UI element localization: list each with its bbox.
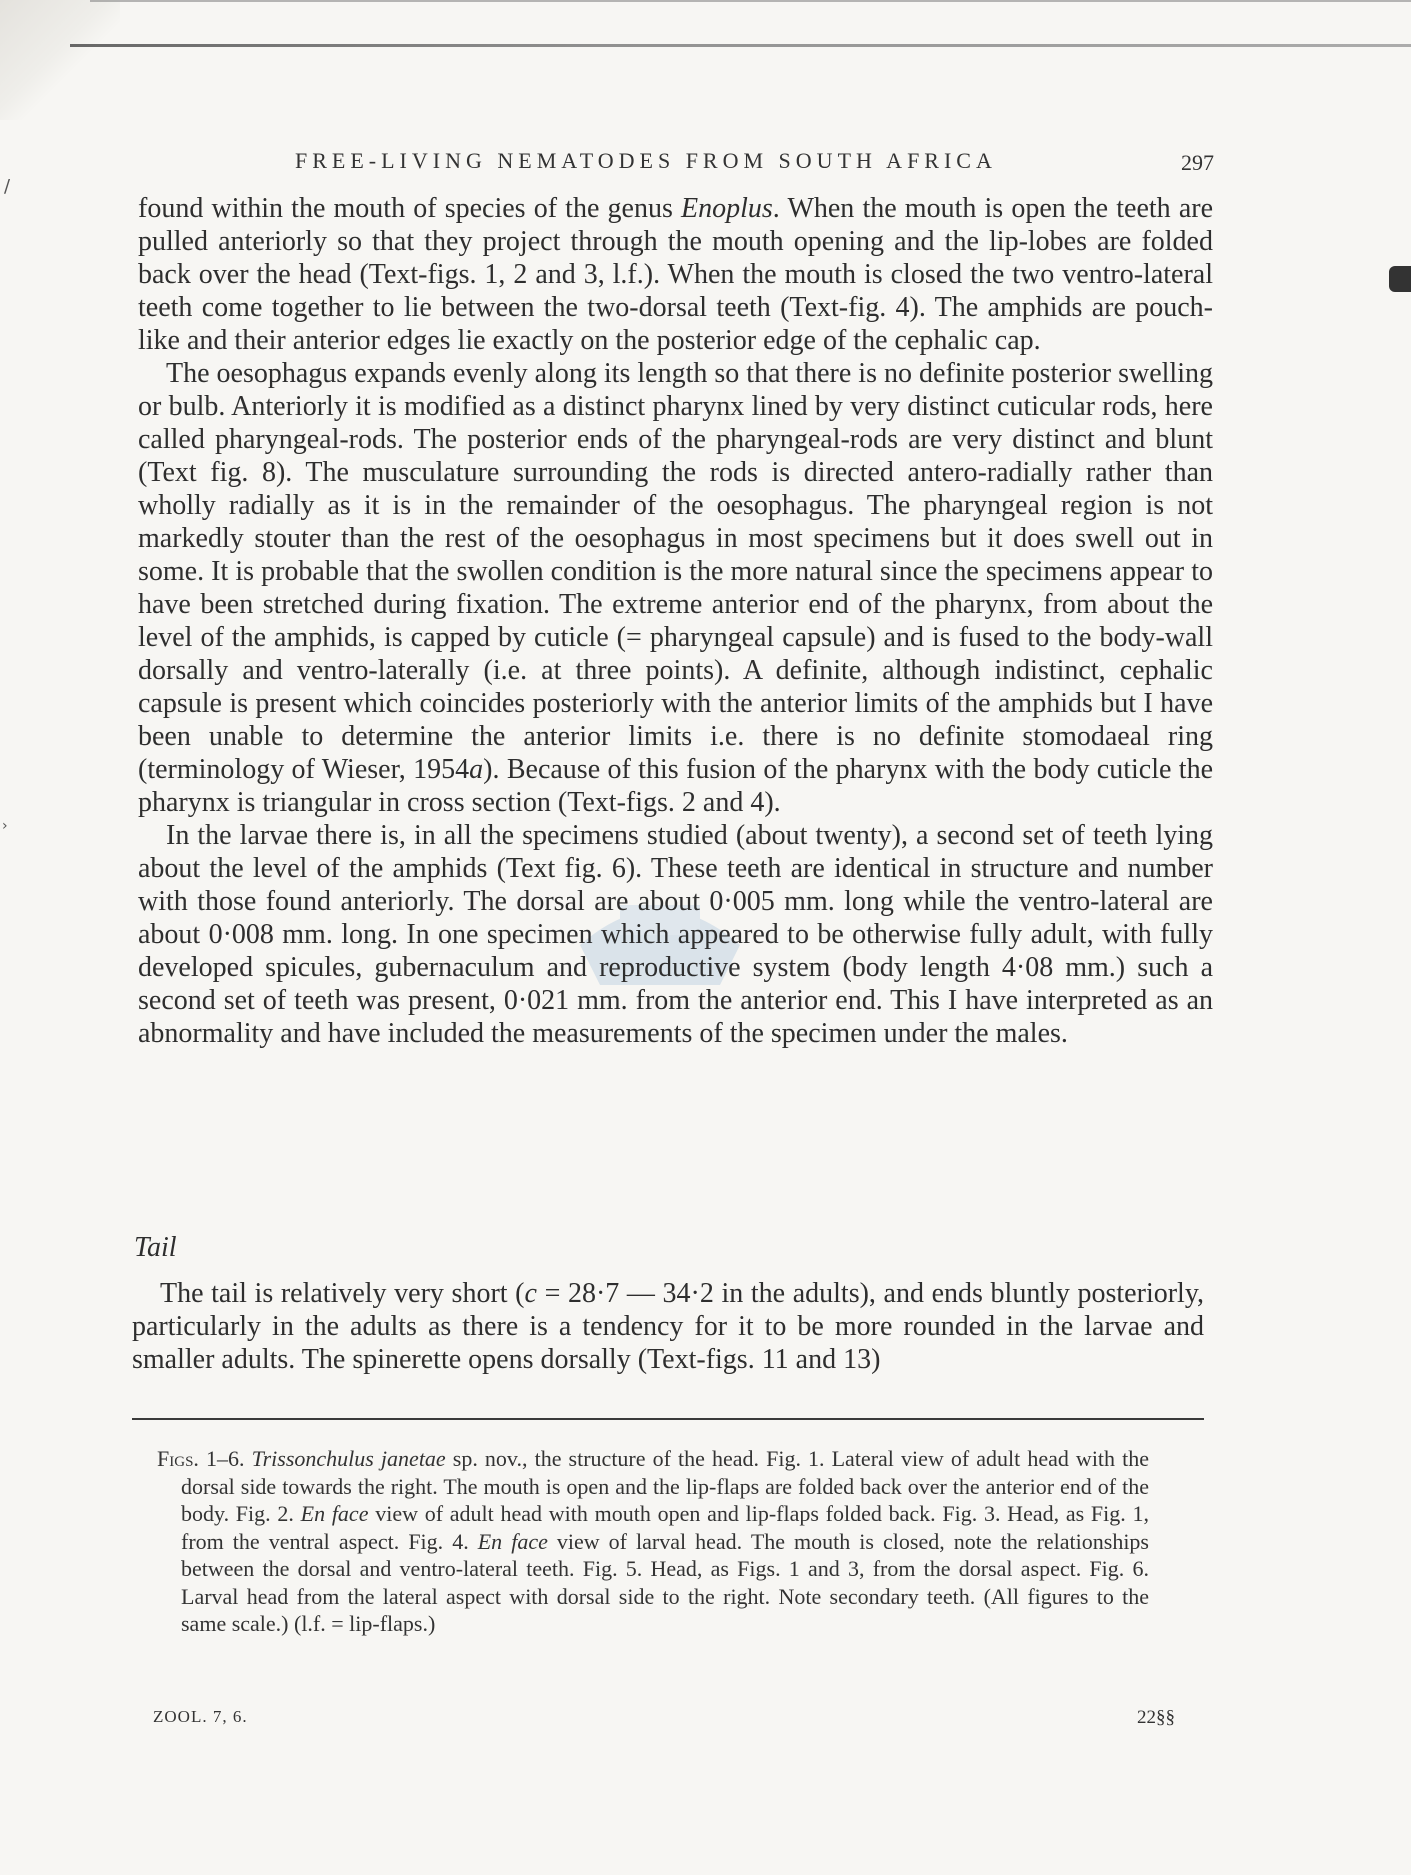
text-segment: En face xyxy=(477,1528,548,1554)
text-segment: . When the mouth is open the teeth are pulled anteriorly so that they project through the mouth opening and the lip-lobes are folded back over the head (Text-figs. 1, 2 and 3, l.f.). When the mouth is closed the two ventro-lateral teeth come together to lie between the two-dorsal teeth (Text-fig. 4). The amphids are pouch-like and their anterior edges lie exactly on the posterior edge of the cephalic cap. xyxy=(138,193,1213,356)
paragraph-3 xyxy=(138,819,1213,1050)
text-segment: c xyxy=(524,1278,537,1309)
signature-mark: 22§§ xyxy=(1137,1707,1175,1728)
page-edge-tab xyxy=(1389,266,1411,292)
text-segment: Enoplus xyxy=(681,193,773,224)
tail-paragraph xyxy=(132,1277,1204,1376)
tail-section-text xyxy=(132,1277,1204,1376)
text-segment: En face xyxy=(300,1501,369,1526)
body-text xyxy=(138,192,1213,1050)
section-heading-tail: Tail xyxy=(134,1232,177,1263)
text-segment: The oesophagus expands evenly along its length so that there is no definite posterior swelling or bulb. Anteriorly it is modified as a distinct pharynx lined by very distinct cuticular rods, here called pharyngeal-rods. The posterior ends of the pharyngeal-rods are very distinct and blunt (Text fig. 8). The musculature surrounding the rods is directed antero-radially rather than wholly radially as it is in the remainder of the oesophagus. The pharyngeal region is not markedly stouter than the rest of the oesophagus in most specimens but it does swell out in some. It is probable that the swollen condition is the more natural since the specimens appear to have been stretched during fixation. The extreme anterior end of the pharynx, from about the level of the amphids, is capped by cuticle (= pharyngeal capsule) and is fused to the body-wall dorsally and ventro-laterally (i.e. at three points). A definite, although indistinct, cephalic capsule is present which coincides posteriorly with the anterior limits of the amphids but I have been unable to determine the anterior limits i.e. there is no definite stomodaeal ring (terminology of Wieser, 1954 xyxy=(138,358,1213,785)
margin-tick-mark: / xyxy=(4,176,11,197)
text-segment: Trissonchulus janetae xyxy=(251,1446,446,1471)
text-segment: ). Because of this fusion of the pharynx with the body cuticle the pharynx is triangular in cross section (Text-figs. 2 and 4). xyxy=(138,754,1214,818)
text-segment: a xyxy=(469,754,484,785)
text-segment: found within the mouth of species of the genus xyxy=(138,193,682,224)
text-segment: Figs. 1–6. xyxy=(157,1446,245,1471)
text-segment: In the larvae there is, in all the specimens studied (about twenty), a second set of teeth lying about the level of the amphids (Text fig. 6). These teeth are identical in structure and number with those found anteriorly. The dorsal are about 0·005 mm. long while the ventro-lateral are about 0·008 mm. long. In one specimen which appeared to be otherwise fully adult, with fully developed spicules, gubernaculum and reproductive system (body length 4·08 mm.) such a second set of teeth was present, 0·021 mm. from the anterior end. This I have interpreted as an abnormality and have included the measurements of the specimen under the males. xyxy=(138,820,1213,1049)
figure-caption xyxy=(157,1445,1149,1638)
margin-arrow-mark: › xyxy=(2,818,8,834)
journal-reference: ZOOL. 7, 6. xyxy=(153,1707,248,1726)
paragraph-1 xyxy=(138,192,1213,357)
page-number: 297 xyxy=(1181,150,1214,175)
scan-edge-line xyxy=(90,0,1411,2)
text-segment: The tail is relatively very short ( xyxy=(160,1278,525,1309)
figure-caption-text xyxy=(157,1445,1149,1638)
paragraph-2 xyxy=(138,357,1213,819)
scan-fold-corner xyxy=(0,0,120,120)
scan-shadow-rule xyxy=(70,44,1411,47)
text-segment: view of larval head. The mouth is closed, note the relationships between the dorsal and ventro-lateral teeth. Fig. 5. Head, as Figs. 1 and 3, from the dorsal aspect. Fig. 6. Larval head from the lateral aspect with dorsal side to the right. Note secondary teeth. (All figures to the same scale.) (l.f. = lip-flaps.) xyxy=(181,1528,1149,1636)
text-segment: view of adult head with mouth open and lip-flaps folded back. Fig. 3. Head, as Fig. 1, from the ventral aspect. Fig. 4. xyxy=(181,1501,1149,1554)
text-segment xyxy=(245,1446,252,1471)
text-segment: sp. nov., the structure of the head. Fig. 1. Lateral view of adult head with the dorsal side towards the right. The mouth is open and the lip-flaps are folded back over the anterior end of the body. Fig. 2. xyxy=(181,1446,1150,1526)
footnote-rule xyxy=(132,1418,1204,1420)
running-header: FREE-LIVING NEMATODES FROM SOUTH AFRICA xyxy=(295,148,997,173)
text-segment: = 28·7 — 34·2 in the adults), and ends bluntly posteriorly, particularly in the adults as there is a tendency for it to be more rounded in the larvae and smaller adults. The spinerette opens dorsally (Text-figs. 11 and 13) xyxy=(132,1278,1205,1375)
